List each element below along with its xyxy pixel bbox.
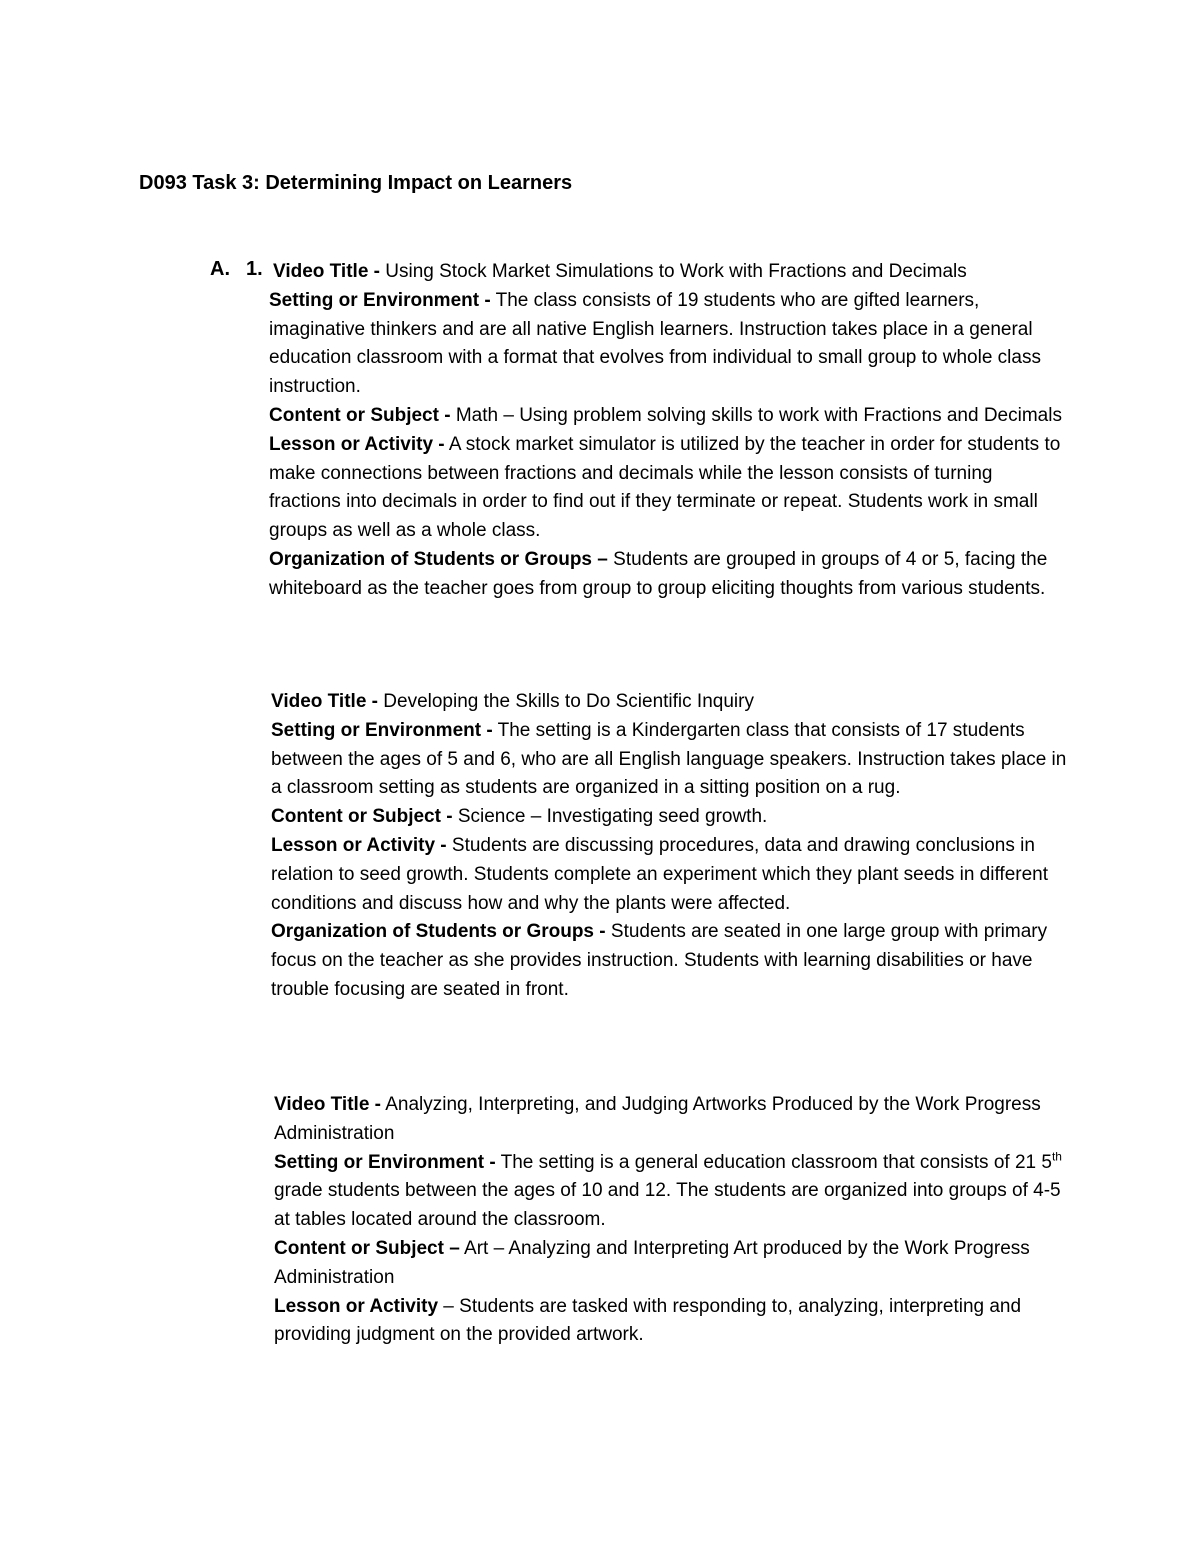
organization-value: Students are grouped in groups of 4 or 5, facing the whiteboard as the teacher goes from group to group eliciting thoughts from various students.	[269, 548, 1048, 599]
video-title-value: Analyzing, Interpreting, and Judging Artworks Produced by the Work Progress Administration	[274, 1094, 1041, 1144]
content-value: Science – Investigating seed growth.	[457, 806, 768, 828]
lesson-label: Lesson or Activity -	[269, 433, 445, 455]
lesson-value: A stock market simulator is utilized by the teacher in order for students to make connections between fractions and decimals while the lesson consists of turning fractions into decimals in order to find out if they terminate or repeat. Students work in small groups as well as a whole class.	[269, 433, 1061, 542]
setting-value-after: grade students between the ages of 10 and 12. The students are organized into groups of 4-5 at tables located around the classroom.	[274, 1180, 1061, 1231]
video-title-value: Using Stock Market Simulations to Work with Fractions and Decimals	[385, 261, 967, 282]
organization-field	[271, 918, 1071, 1004]
content-value: Math – Using problem solving skills to work with Fractions and Decimals	[455, 404, 1062, 426]
setting-value-before: The setting is a general education classroom that consists of 21 5	[500, 1151, 1052, 1173]
lesson-label: Lesson or Activity	[274, 1295, 439, 1317]
item-number: 1.	[246, 258, 263, 280]
video-section-3	[274, 1091, 1074, 1350]
lesson-field	[271, 832, 1071, 918]
organization-label: Organization of Students or Groups -	[271, 921, 606, 943]
list-marker: A.	[210, 258, 230, 280]
organization-value: Students are seated in one large group with primary focus on the teacher as she provides instruction. Students with learning disabilities or have trouble focusing are seated in front.	[271, 921, 1048, 1000]
setting-field	[269, 287, 1069, 402]
organization-field	[269, 546, 1069, 604]
setting-field	[271, 717, 1071, 803]
lesson-label: Lesson or Activity -	[271, 834, 447, 856]
content-field	[271, 803, 1071, 832]
content-label: Content or Subject -	[271, 806, 453, 828]
setting-field	[274, 1149, 1074, 1235]
video-title-label: Video Title -	[274, 1094, 381, 1115]
setting-label: Setting or Environment -	[269, 289, 491, 311]
content-field	[274, 1235, 1074, 1293]
video-title-field	[271, 688, 1071, 717]
video-title-label: Video Title -	[273, 261, 380, 282]
content-value: Art – Analyzing and Interpreting Art produced by the Work Progress Administration	[274, 1237, 1030, 1288]
video-title-field	[269, 258, 1069, 287]
lesson-value: Students are discussing procedures, data and drawing conclusions in relation to seed growth. Students complete an experiment which they plant seeds in different conditions and discuss how and why the plants were affected.	[271, 834, 1048, 914]
content-label: Content or Subject -	[269, 404, 451, 426]
organization-label: Organization of Students or Groups –	[269, 548, 608, 570]
setting-label: Setting or Environment -	[274, 1151, 496, 1173]
lesson-field	[274, 1293, 1074, 1351]
setting-value: The setting is a Kindergarten class that consists of 17 students between the ages of 5 and 6, who are all English language speakers. Instruction takes place in a classroom setting as students are organized in a sitting position on a rug.	[271, 719, 1067, 799]
video-title-value: Developing the Skills to Do Scientific Inquiry	[383, 691, 754, 712]
content-label: Content or Subject –	[274, 1237, 460, 1259]
video-section-2	[271, 688, 1071, 1005]
video-title-label: Video Title -	[271, 691, 378, 712]
lesson-field	[269, 431, 1069, 546]
setting-value: The class consists of 19 students who are gifted learners, imaginative thinkers and are all native English learners. Instruction takes place in a general education classroom with a format that evolves from individual to small group to whole class instruction.	[269, 289, 1041, 398]
setting-label: Setting or Environment -	[271, 719, 493, 741]
document-title: D093 Task 3: Determining Impact on Learners	[139, 172, 573, 194]
setting-superscript: th	[1051, 1149, 1062, 1164]
video-title-field	[274, 1091, 1074, 1149]
lesson-value: – Students are tasked with responding to, analyzing, interpreting and providing judgment on the provided artwork.	[274, 1295, 1022, 1346]
content-field	[269, 402, 1069, 431]
video-section-1	[269, 258, 1069, 604]
